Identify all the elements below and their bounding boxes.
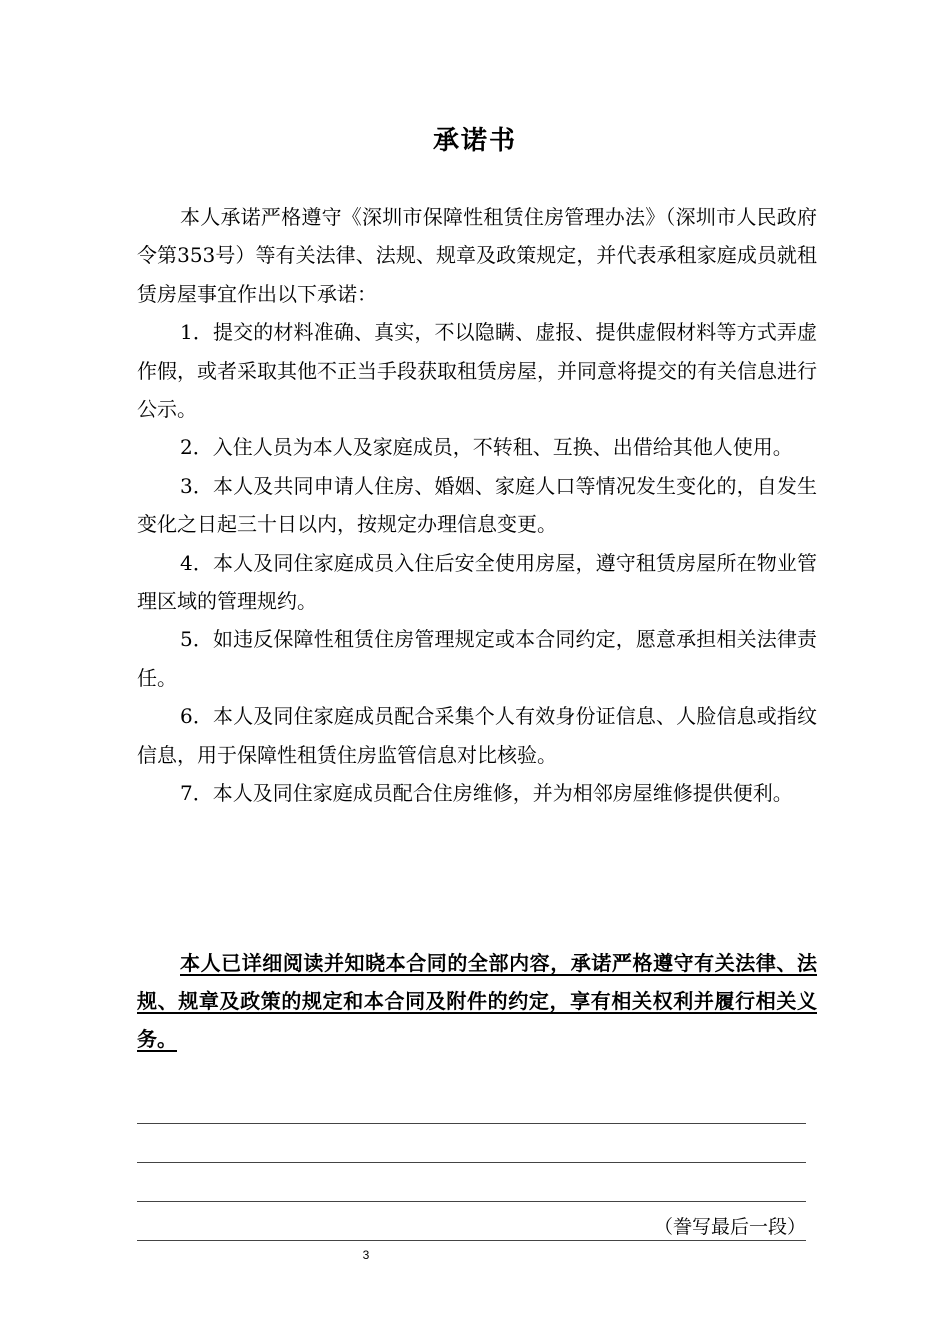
commitment-body (137, 198, 817, 813)
commitment-item-5: 5．如违反保障性租赁住房管理规定或本合同约定，愿意承担相关法律责任。 (137, 627, 817, 690)
declaration-block (137, 944, 817, 1058)
document-title: 承诺书 (432, 126, 517, 156)
declaration-text: 本人已详细阅读并知晓本合同的全部内容，承诺严格遵守有关法律、法规、规章及政策的规定和本合同及附件的约定，享有相关权利并履行相关义务。 (137, 951, 817, 1051)
intro-paragraph: 本人承诺严格遵守《深圳市保障性租赁住房管理办法》（深圳市人民政府令第353号）等有关法律、法规、规章及政策规定，并代表承租家庭成员就租赁房屋事宜作出以下承诺： (137, 205, 817, 306)
commitment-item-3: 3．本人及共同申请人住房、婚姻、家庭人口等情况发生变化的，自发生变化之日起三十日以内，按规定办理信息变更。 (137, 473, 817, 537)
transcription-line-3[interactable] (137, 1201, 806, 1202)
transcription-line-4[interactable] (137, 1240, 806, 1241)
commitment-item-6: 6．本人及同住家庭成员配合采集个人有效身份证信息、人脸信息或指纹信息，用于保障性租赁住房监管信息对比核验。 (137, 704, 817, 767)
commitment-item-7: 7．本人及同住家庭成员配合住房维修，并为相邻房屋维修提供便利。 (180, 781, 793, 806)
commitment-item-2: 2．入住人员为本人及家庭成员，不转租、互换、出借给其他人使用。 (180, 435, 793, 460)
commitment-item-4: 4．本人及同住家庭成员入住后安全使用房屋，遵守租赁房屋所在物业管理区域的管理规约。 (137, 550, 817, 614)
transcription-line-2[interactable] (137, 1162, 806, 1163)
page-number: 3 (362, 1248, 370, 1262)
transcription-hint: （誊写最后一段） (653, 1216, 806, 1238)
transcription-line-1[interactable] (137, 1123, 806, 1124)
commitment-item-1: 1．提交的材料准确、真实，不以隐瞒、虚报、提供虚假材料等方式弄虚作假，或者采取其他不正当手段获取租赁房屋，并同意将提交的有关信息进行公示。 (137, 320, 817, 422)
